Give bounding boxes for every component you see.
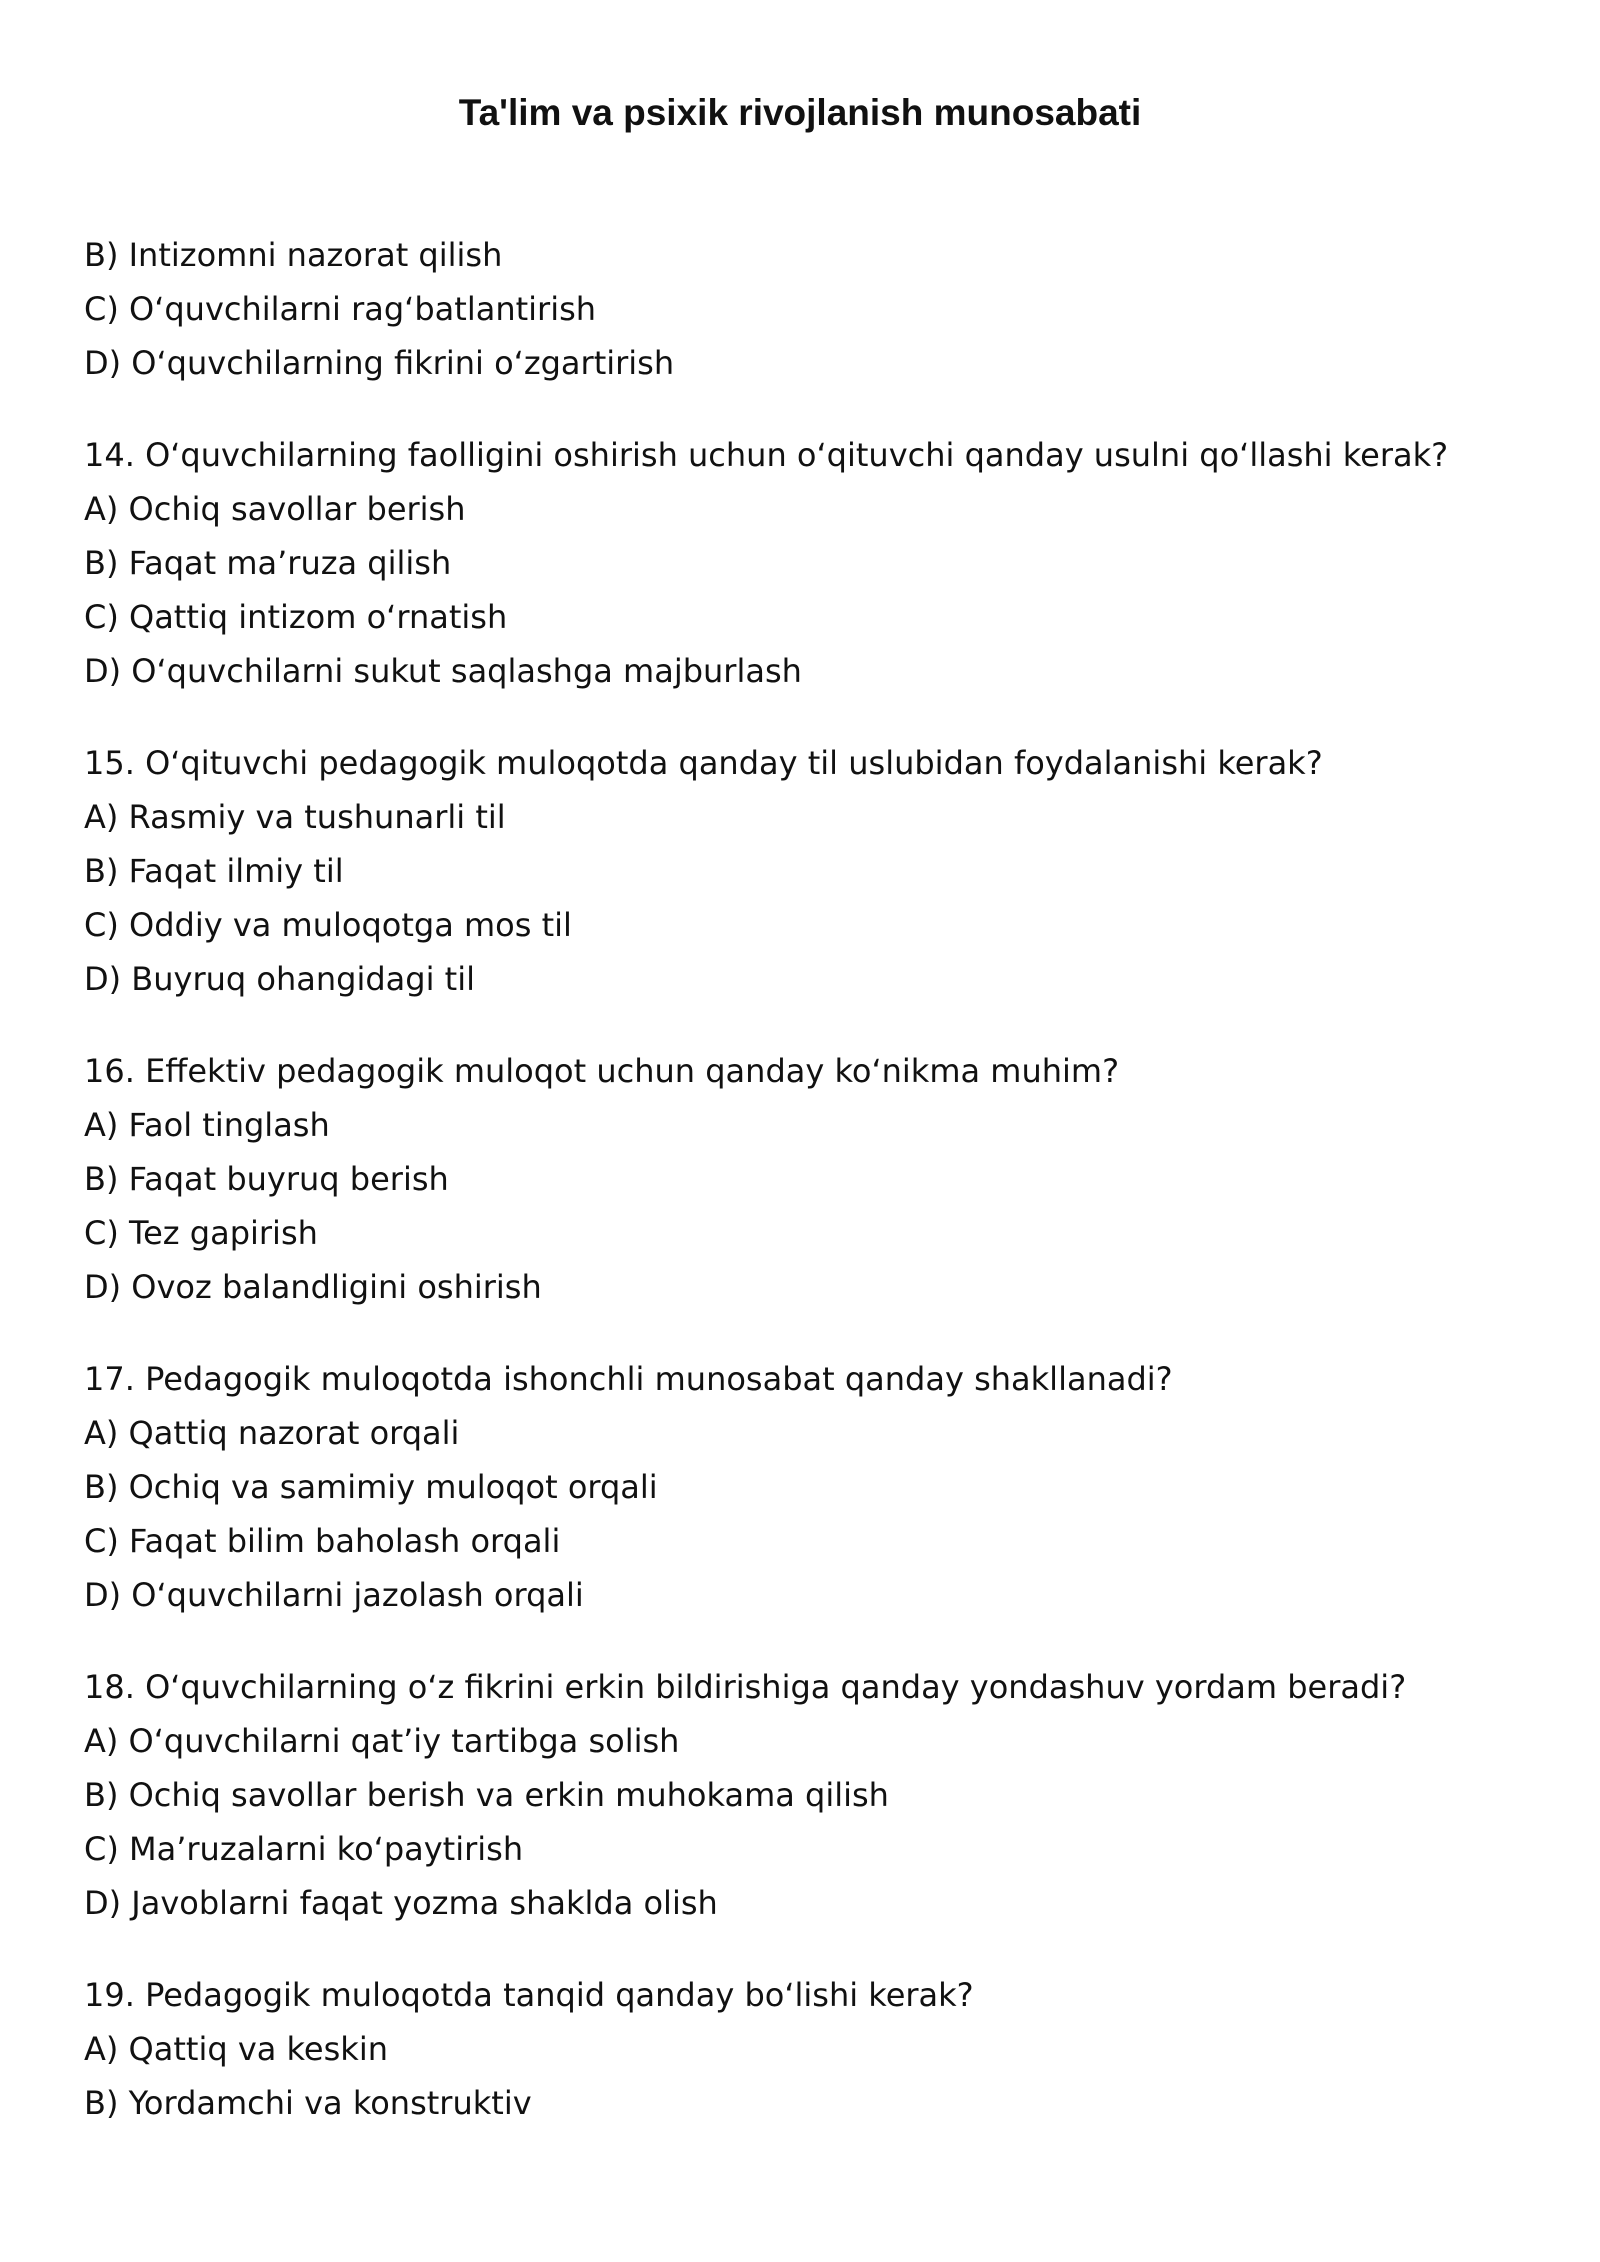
option-item: B) Yordamchi va konstruktiv (84, 2084, 532, 2122)
option-item: B) Ochiq savollar berish va erkin muhokama qilish (84, 1776, 889, 1814)
option-item: B) Ochiq va samimiy muloqot orqali (84, 1468, 658, 1506)
question-block-18 (84, 1660, 1544, 1930)
option-item: A) Qattiq nazorat orqali (84, 1414, 460, 1452)
option-item: D) Ovoz balandligini oshirish (84, 1268, 542, 1306)
question-text: 14. O‘quvchilarning faolligini oshirish uchun o‘qituvchi qanday usulni qo‘llashi kerak? (84, 436, 1449, 474)
option-item: D) O‘quvchilarni jazolash orqali (84, 1576, 584, 1614)
option-item: D) Buyruq ohangidagi til (84, 960, 475, 998)
question-block-19 (84, 1968, 1544, 2130)
option-item: C) Qattiq intizom o‘rnatish (84, 598, 508, 636)
question-block-17 (84, 1352, 1544, 1622)
continued-options-block (84, 228, 1544, 390)
question-text: 16. Effektiv pedagogik muloqot uchun qanday ko‘nikma muhim? (84, 1052, 1120, 1090)
option-item: A) O‘quvchilarni qat’iy tartibga solish (84, 1722, 680, 1760)
option-item: C) Ma’ruzalarni ko‘paytirish (84, 1830, 524, 1868)
option-item: A) Ochiq savollar berish (84, 490, 466, 528)
question-text: 15. O‘qituvchi pedagogik muloqotda qanday til uslubidan foydalanishi kerak? (84, 744, 1323, 782)
option-item: C) Faqat bilim baholash orqali (84, 1522, 561, 1560)
option-item: B) Faqat ilmiy til (84, 852, 344, 890)
question-text: 17. Pedagogik muloqotda ishonchli munosabat qanday shakllanadi? (84, 1360, 1173, 1398)
option-item: D) O‘quvchilarning fikrini o‘zgartirish (84, 344, 675, 382)
option-item: D) O‘quvchilarni sukut saqlashga majburlash (84, 652, 802, 690)
option-item: A) Rasmiy va tushunarli til (84, 798, 506, 836)
option-item: C) Oddiy va muloqotga mos til (84, 906, 572, 944)
option-item: C) Tez gapirish (84, 1214, 318, 1252)
question-block-16 (84, 1044, 1544, 1314)
question-text: 19. Pedagogik muloqotda tanqid qanday bo‘lishi kerak? (84, 1976, 974, 2014)
question-block-15 (84, 736, 1544, 1006)
option-item: B) Faqat buyruq berish (84, 1160, 449, 1198)
option-item: D) Javoblarni faqat yozma shaklda olish (84, 1884, 718, 1922)
option-item: B) Faqat ma’ruza qilish (84, 544, 452, 582)
option-item: C) O‘quvchilarni rag‘batlantirish (84, 290, 597, 328)
option-item: A) Qattiq va keskin (84, 2030, 388, 2068)
page-title: Ta'lim va psixik rivojlanish munosabati (458, 92, 1142, 133)
option-item: B) Intizomni nazorat qilish (84, 236, 503, 274)
question-block-14 (84, 428, 1544, 698)
option-item: A) Faol tinglash (84, 1106, 330, 1144)
question-text: 18. O‘quvchilarning o‘z fikrini erkin bildirishiga qanday yondashuv yordam beradi? (84, 1668, 1407, 1706)
question-list (84, 228, 1544, 2130)
